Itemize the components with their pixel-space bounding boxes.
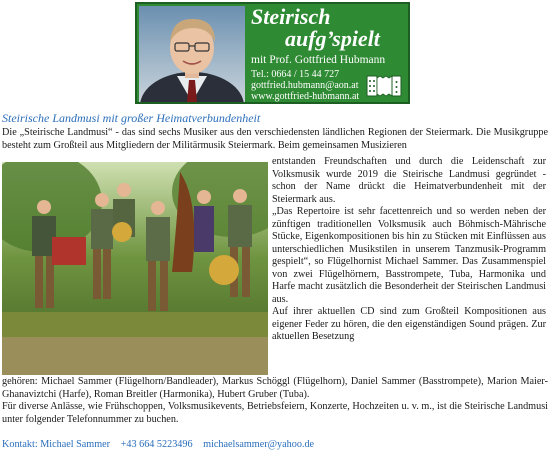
- accordion-icon: [366, 70, 402, 100]
- banner-website[interactable]: www.gottfried-hubmann.at: [251, 91, 360, 102]
- banner-contact: [251, 69, 359, 102]
- paragraph-cd: Auf ihrer aktuellen CD sind zum Großteil Kompositionen aus eigener Feder zu hören, die den eigenständigen Sound prägen. Zur aktuellen Besetzung: [272, 306, 546, 342]
- band-photo: [2, 162, 268, 375]
- contact-line: [2, 439, 322, 450]
- contact-label: Kontakt: Michael Sammer: [2, 439, 111, 450]
- article-bottom: [2, 376, 548, 426]
- contact-phone[interactable]: +43 664 5223496: [120, 439, 193, 450]
- paragraph-repertoire: „Das Repertoire ist sehr facettenreich und so werden neben der zünftigen traditionellen Volksmusik auch Böhmisch-Mährische Stücke, Eigenkompositionen bis hin zu Stücken mit Einflüssen aus unterschiedlichen Musikstilen in unserem Tanzmusik-Programm gespielt“, so Flügelhornist Michael Sammer. Das Zusammenspiel von zwei Flügelhörnern, Basstrompete, Tuba, Harmonika und Harfe macht zusätzlich die Besonderheit der Steirischen Landmusi aus.: [272, 206, 546, 305]
- article-intro: Die „Steirische Landmusi“ - das sind sechs Musiker aus den verschiedensten ländlichen Regionen der Steiermark. Die Musikgruppe besteht zum Großteil aus Mitgliedern der Militärmusik Steiermark. Beim gemeinsamen Musizieren: [2, 127, 548, 151]
- banner-email[interactable]: gottfried.hubmann@aon.at: [251, 80, 359, 91]
- portrait-photo: [139, 6, 245, 102]
- article-right-column: [272, 156, 546, 344]
- brand-subtitle: mit Prof. Gottfried Hubmann: [251, 54, 386, 66]
- paragraph-founding: entstanden Freundschaften und durch die Leidenschaft zur Volksmusik wurde 2019 die Steirische Landmusi gegründet - schon der Name drückt die Heimatverbundenheit mit der Steiermark aus.: [272, 156, 546, 205]
- paragraph-lineup: gehören: Michael Sammer (Flügelhorn/Bandleader), Markus Schöggl (Flügelhorn), Daniel Sammer (Basstrompete), Marion Maier-Ghanaviztchi (Harfe), Roman Breitler (Harmonika), Hubert Gruber (Tuba).: [2, 376, 548, 400]
- brand-title: [251, 6, 409, 50]
- brand-title-line2: aufg’spielt: [285, 26, 380, 51]
- paragraph-booking: Für diverse Anlässe, wie Frühschoppen, Volksmusikevents, Betriebsfeiern, Konzerte, Hochzeiten u. v. m., ist die Steirische Landmusi unter folgender Telefonnummer zu buchen.: [2, 401, 548, 425]
- article-headline: Steirische Landmusi mit großer Heimatverbundenheit: [2, 111, 261, 125]
- banner-phone: Tel.: 0664 / 15 44 727: [251, 69, 340, 80]
- contact-email[interactable]: michaelsammer@yahoo.de: [203, 439, 315, 450]
- header-banner: [135, 2, 410, 104]
- brand-title-line1: Steirisch: [251, 4, 331, 29]
